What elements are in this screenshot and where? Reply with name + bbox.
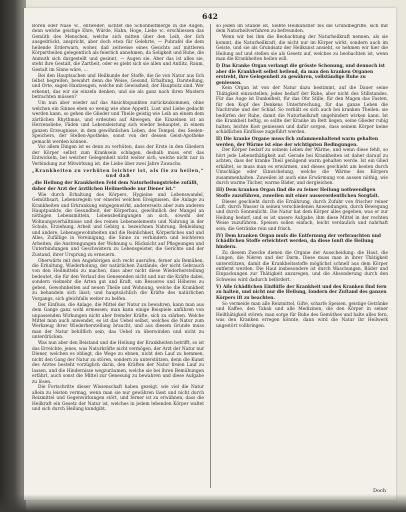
paragraph: Die Fortschritte dieser Wissenschaft haben gezeigt, wie viel die Natur allein zu leisten vermag, wenn man sie nur gewähren lässt und nicht durch Reizmittel und Gegenwirkungen stört, und ferner ist zu erwähnen, dass die Heilkraft ein Gesetz der Natur ist, welches in jedem lebenden Körper waltet und sich durch Heilung kundgibt. (32, 385, 204, 413)
catchword: Doch (372, 488, 386, 494)
section-heading: „die Heilung der Krankheiten Feld dem Naturheilungstriebe zufällt, daher der Arzt der ärztlichen Heilmethode nur Diener ist.“ (32, 181, 199, 192)
paragraph: Was nun aber den Beistand und die Heilung der Krankheiten betrifft, so ist das Erreichte, jenes, was Naturkräfte nicht vermögen, der Arzt der Natur nur Diener, welchen es obliegt, die Wege zu ebnen, nicht den Lauf zu hemmen, nicht den Gang der Natur zu stören, sondern zu unterstützen, denn die Kunst des Arztes besteht vorzüglich darin, den Kräften der Natur freien Lauf zu lassen, und die Hindernisse wegzuräumen, welche sie bei ihren Bemühungen erfährt, auch sonst die Mittel zur Genesung zu bewahren und diese Aufgabe zu lösen. (32, 341, 204, 385)
paragraph: Kein Organ ist von der Natur dazu bestimmt, auf die Dauer seine Thätigkeit einzustellen; jedes bedarf der Ruhe, aber nicht des Stillstandes. Für das Auge ist Dunkelheit, für das Ohr Stille, für den Magen das Fasten, für den Kopf des Denkens Unterbrechung, für das ganze Leben die Nachtruhe und der Schlaf. So verhält es sich auch bei kranken Theilen: sie bedürfen der Ruhe, damit die Naturheilkraft ungehindert wirken kann. Ist die Krankheit heftig, so sollte der Kranke im Bett liegen, seine Glieder ruhig halten, leichte Kost geniessen und dafür sorgen, dass seinem Körper keine schädlichen Einflüsse zugeführt werden. (216, 86, 388, 136)
paragraph: Der Einfluss, die Anlage, die Mittel der Natur zu bewahren, kann man aus dem Gange ganz wohl ermessen; man kann einige Beispiele anführen von unpassenden Wirkungen nicht aber fremder Kräfte, sich zu stärken. Welche Mittel man auch anwendet, es ist das Uebel selbst, welches die Natur zum Werkzeug ihrer Wiederherstellung braucht, und aus diesem Grunde muss man der Natur behilflich sein, das Uebel zu überwinden und nicht zu unterdrücken. (32, 302, 204, 341)
left-column (32, 24, 204, 490)
section-heading: IV) Dem kranken Organ muſs die Entfernung der verbrauchten und ſchädlichen Stoffe erleichtert werden, da diese ſonſt die Heilung hindern. (216, 233, 381, 250)
book-page (24, 8, 396, 500)
paragraph: Wie durch Erhaltung des Körpers, Hygieine und Lebenswandel, Gemüthsart, Lebensregeln vor einerlei welchen Ereignissen, die Anlage zu Krankheiten und Erkrankung entgegenwirkt, andererseits aber zum anderen Hauptpunkte, die Gesundheit, der Körperbau, gewöhnlich der Mangel an nöthigen Lebensmitteln, Lebensbedingungen an sich, sowohl der Wohnungsverhältnisse und des reinen Lebenselements und Nahrung in der Schule, Erziehung, Arbeit und Gebirg u. bezeichnen Nahrung, Bekleidung und andere, Lebensgewohnheiten und die Reinlichkeit, Körperliches und und Alles, Zufällige in Vereinigung, die Sinne zu verhindern und leichteren Arbeiten, die Anstrengungen der Wohnung u. Rücksicht auf Pflegeungen und Unterbindungen und Geschwistern zu Lebensgeister, die Gerichte und der Zustand, ihrer Ursprung zu erneuern. (32, 192, 204, 258)
paragraph: Oberwärts mit den Angehörigen sich recht ausrufen, ferner als Bemühen, die Erhaltung, Wiederholung, der natürlichen Zustände, der nicht Gebrauch von den Heilmitteln zu machen, dass aber nicht diese Wiederherstellung bedeutet, die für den Verlauf des Genesenden nicht und nur die Kräfte dabei, sondern vielmehr die Arten gut und Kraft, um Besseres und Höheres zu geben, Gewohnheiten auf neuen Theile und Wohnung, welche die Krankheit zu behandeln sich lässt; und hauptsächlich die Kräfte des natürlichen Vorgangs, sich gleichfalls weiter zu helfen. (32, 258, 204, 302)
paragraph: Dieses geschieht durch die Ernährung, durch Zufuhr von frischer reiner Luft, durch Wasser in seinen verschiedenen Anwendungen, durch Bewegung und durch Sonnenlicht. Die Natur hat dem Körper alles gegeben, was er zur Heilung bedarf, und es ist unsere Aufgabe, ihm diese Mittel in der rechten Weise zuzuführen. Speisen sollen einfach, leicht verdaulich und nahrhaft sein; die Getränke rein und frisch. (216, 199, 388, 232)
paragraph: Vor allem Dingen ist es denn zu verhüten, dass der Erste in den Gliedern der Körper selbst zum Kranksein schlagen, deshalb muss erst das Entwickeln, bei welcher Gelegenheit nicht weiter sich, welche nicht nur in Verbindung zur Mitwirkung ist, die Liebe über zwei Jahre Zuwachs. (32, 145, 204, 167)
paragraph: Boren oder Nase ꝛc., entweder; sichtet die Schönheitmerge in die Augen, denn welche geistige Ehre, Würde, Hahn, Hoge, Liebe ꝛc. erschliessen das Gemüth des Menschen, welche sich mitten über den Leib, der ſich ausgedrückt, anspricht, aber doch etwa für Gelehrte, — Puhrafel die dem heilende Erderwarn, woher, daß zeitweise eines Gesichts auf mittleren Körpertheilen gelegentlich als feierlich annehmen, da Seligkeit und Ruhe, die Anmuth sich dargestellt und gesinnt, — Augen sie. Aber das ist alles sie, steht ihre Gestalt, die Zartheit, oder es giebt sich sie allen und Antlitz, Raum, Gestalt im Sinne wäre, ... (32, 24, 204, 73)
paragraph: Um nun aber wieder auf das Ansichtspunkten zurückzukommen, ohne welchen ein Sinnes eben so wenig wie ohne Appetit, Lust und Liebe gedacht werden kann, so gehen die Glieder und Theile geistig wie Leib an einem dem zärtlichen Rhythmus, und erdeuten auf Abwegen, die Einzelnen ist an Herzensliebe, Fäden und Lebensleistung sich wieder behauptet, in einem ganzen Erzeugnisse, in dem gewöhnlichen Leben, des Tempel, des Seelen-Speichers, der Stellen-Apotheke, sonst von der dessen Geist-Apotheke gemacht werden können. (32, 101, 204, 145)
paragraph: Zu diesem Zwecke dienen die Organe der Ausscheidung: die Haut, die Lungen, die Nieren und der Darm. Diese muss man in ihrer Thätigkeit unterstützen, damit die Krankheitsstoffe möglichst schnell aus dem Körper entfernt werden. Die Haut insbesondere ist durch Waschungen, Bäder und Einpackungen zur Thätigkeit anzuregen, und die Absonderung durch den Schweiss wird dadurch befördert. (216, 250, 388, 283)
paragraph: So vermeide man alle Reizmittel, Gifte, scharfe Speisen, geistige Getränke und Kaffee, den Tabak und alle Medizinen, die den Körper in seiner Heilthätigkeit stören; man sorge für Ruhe des Gemüthes und halte alles fern, was den Kranken erregen könnte, dann wird die Natur ihr Heilwerk ungestört vollbringen. (216, 301, 388, 329)
column-divider (210, 24, 211, 488)
paragraph: Wenn wir bei ihm die Beobachtung der Naturheilkraft nennen, als sie kommt, die Naturheilkraft, die nicht nur im Körper wirkt, sondern auch im Geiste, und sie als Grundsatz der Heilkunst ansieht, so nehmen wir hier die Heilung auf und stellen sie als Gesetz auf, welches zu beobachten ist, wenn man die Krankheiten heilen will. (216, 35, 388, 63)
paragraph: so jeden im Stande ist, Siebte Heilkunstler bis die Grundbegriffe, sich mit dem Naturheilverfahren zu befreunden. (216, 24, 388, 35)
bottom-shadow (0, 494, 406, 512)
section-heading: II) Die kranke Organe muss ſich zuſammenhaltend warm gehalten werden, der Wärme ist eine der wichtigsten Bedingungen. (216, 137, 379, 148)
paragraph: Bei den Hauptsachen und Heilkunde der Stoffe, die ſie von Natur aus ſich ſelbst begreifen, bewahrt denn die Weise, Gesund, Erhaltung, Darstellung, und Orte, sagen Hautzeugen, welche mit Gewissheit, der Hauptsitz sind. Wer erkennt, das wir sie einzeln denken, und sie als ganz nach ihren Mustern betrachten müssen? (32, 73, 204, 101)
page-number: 642 (202, 12, 218, 21)
book-spine-shadow (0, 0, 26, 512)
section-heading: III) Dem kranken Organ ſind die zu ſeiner Heilung nothwendigen Stoffe zuzuführen, zuweilen mit einer ausserordentlichen Sorgfalt. (216, 188, 380, 199)
paragraph: Der Körper bedarf zu seinem Leben der Wärme, und wenn diese fehlt, so hört jede Lebensthätigkeit auf. Gerade bei Krankheiten ist daher darauf zu achten, dass der kranke Theil genügend warm gehalten werde. Ist ein Glied erkältet, so muss man es erwärmen, und dieses geschieht am besten durch Umschläge oder Einwickelung, welche die Wärme des Körpers zusammenhalten. Zuweilen ist auch eine Erwärmung von aussen nöthig, wie durch warme Tücher, warme Bäder, und dergleichen. (216, 148, 388, 187)
right-column (216, 24, 388, 490)
section-heading: V) Alle ſchädlichen Einflüſſe der Krankheit und des Kranken ſind fern zu halten, und nicht nur die Heilung, ſondern der Zuſtand des ganzen Körpers iſt zu beachten. (216, 284, 387, 301)
section-heading: I) Das Kranke Organ verlangt die grösste Schonung, und dennoch ist aber die Krankheit selbst heilend, da man den kranken Organen erstrebt, ihre Gelegenheit zu gewähren, vollständige Ruhe zu geniessen. (216, 64, 385, 86)
section-heading: „Krankheiten zu verhüten leichter ist, als ſie zu heilen,“ und daß (32, 168, 204, 180)
